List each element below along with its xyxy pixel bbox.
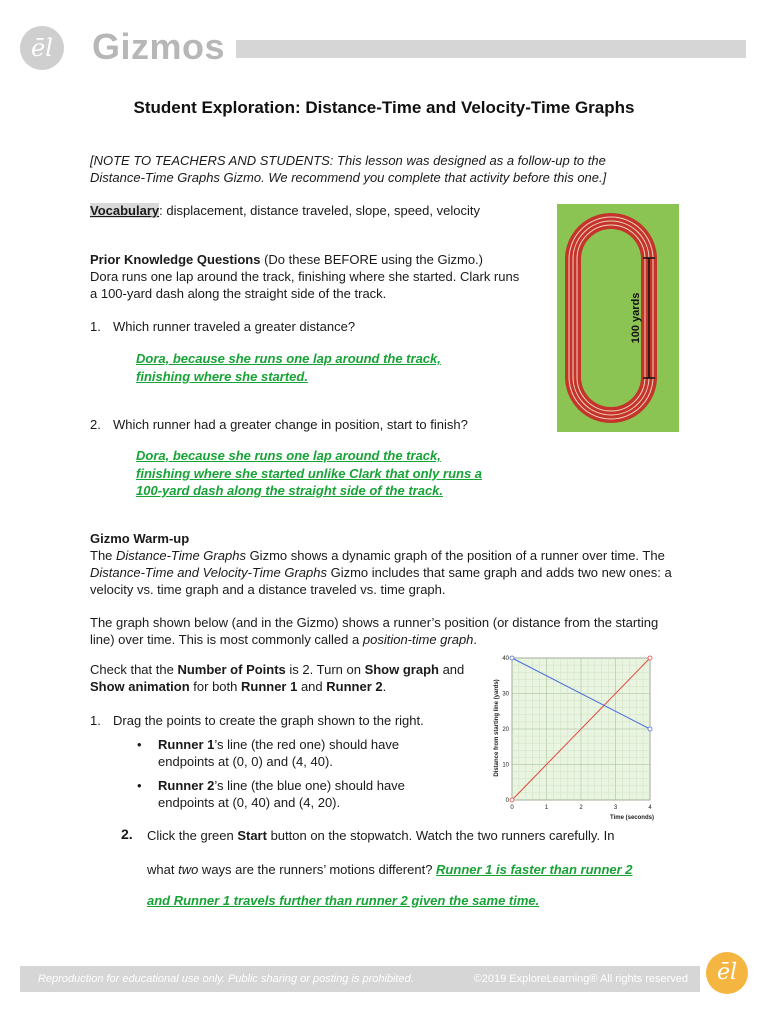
step-1: Drag the points to create the graph shown to the right. [113, 713, 424, 728]
answer-1-line-2: finishing where she started. [136, 369, 308, 384]
prior-knowledge-heading: Prior Knowledge Questions [90, 252, 261, 267]
footer-disclaimer: Reproduction for educational use only. Public sharing or posting is prohibited. [38, 973, 414, 985]
prior-knowledge-heading-note: (Do these BEFORE using the Gizmo.) [260, 252, 483, 267]
position-time-chart [486, 650, 666, 822]
prior-knowledge-intro: Dora runs one lap around the track, finishing where she started. Clark runs a 100-yard dash along the straight side of the track. [90, 269, 520, 301]
warmup-section [90, 530, 680, 648]
gizmos-logo-icon: ēl [20, 26, 64, 70]
step-1-number: 1. [90, 713, 101, 728]
chart-x-tick-label: 3 [613, 805, 618, 811]
vocabulary-terms: : displacement, distance traveled, slope, speed, velocity [159, 203, 480, 218]
chart-series-1-point [648, 656, 652, 660]
chart-series-2-point [510, 656, 514, 660]
brand-name: Gizmos [92, 26, 226, 67]
chart-y-axis-label: Distance from starting line (yards) [494, 679, 500, 777]
header-bar [236, 40, 746, 58]
bullet-runner-1: Runner 1’s line (the red one) should have endpoints at (0, 0) and (4, 40). [158, 737, 400, 769]
chart-y-tick-label: 20 [502, 727, 509, 733]
bullet-icon: • [137, 778, 142, 793]
warmup-heading: Gizmo Warm-up [90, 531, 190, 546]
footer-copyright: ©2019 ExploreLearning® All rights reserved [473, 973, 688, 985]
chart-x-axis-label: Time (seconds) [610, 815, 654, 821]
vocabulary-line [90, 202, 530, 219]
explorelearning-logo-icon: ēl [706, 952, 748, 994]
chart-x-tick-label: 0 [510, 805, 514, 811]
chart-series-2-point [648, 727, 652, 731]
question-1-number: 1. [90, 319, 101, 334]
step-2-line-2: what two ways are the runners’ motions different? Runner 1 is faster than runner 2 [147, 862, 633, 877]
step-2-line-1: Click the green Start button on the stopwatch. Watch the two runners carefully. In [147, 828, 615, 843]
answer-2-line-3: 100-yard dash along the straight side of the track. [136, 483, 444, 498]
question-2: Which runner had a greater change in position, start to finish? [113, 417, 468, 432]
teacher-note: [NOTE TO TEACHERS AND STUDENTS: This lesson was designed as a follow-up to the Distance-Time Graphs Gizmo. We recommend you complete that activity before this one.] [90, 153, 607, 185]
warmup-paragraph-1: The Distance-Time Graphs Gizmo shows a dynamic graph of the position of a runner over time. The Distance-Time and Velocity-Time Graphs Gizmo includes that same graph and adds two new ones: a velocity vs. time graph and a distance traveled vs. time graph. [90, 548, 672, 597]
question-1: Which runner traveled a greater distance? [113, 319, 356, 334]
chart-y-tick-label: 10 [502, 762, 509, 769]
chart-y-tick-label: 30 [502, 691, 509, 698]
chart-y-tick-label: 40 [502, 656, 509, 662]
chart-series-1-point [510, 798, 514, 802]
answer-3-part-1: Runner 1 is faster than runner 2 [436, 862, 633, 877]
bullet-icon: • [137, 737, 142, 752]
page-title: Student Exploration: Distance-Time and Velocity-Time Graphs [133, 98, 635, 117]
track-image [557, 204, 679, 432]
bullet-runner-2: Runner 2’s line (the blue one) should have endpoints at (0, 40) and (4, 20). [158, 778, 405, 810]
chart-x-tick-label: 2 [579, 805, 583, 811]
vocabulary-label: Vocabulary [90, 203, 160, 218]
warmup-paragraph-3: Check that the Number of Points is 2. Turn on Show graph and Show animation for both Runner 1 and Runner 2. [90, 662, 465, 694]
prior-knowledge-section [90, 251, 530, 302]
track-distance-label: 100 yards [630, 292, 642, 344]
chart-x-tick-label: 4 [648, 805, 652, 811]
step-2-number: 2. [121, 826, 133, 842]
warmup-paragraph-2: The graph shown below (and in the Gizmo) shows a runner’s position (or distance from the starting line) over time. This is most commonly called a position-time graph. [90, 615, 659, 647]
answer-3-part-2: and Runner 1 travels further than runner 2 given the same time. [147, 893, 540, 908]
footer-bar [20, 966, 700, 992]
answer-2-line-2: finishing where she started unlike Clark that only runs a [136, 466, 483, 481]
answer-2-line-1: Dora, because she runs one lap around the track, [136, 448, 441, 463]
chart-y-tick-label: 0 [505, 798, 509, 804]
chart-x-tick-label: 1 [544, 805, 549, 811]
question-2-number: 2. [90, 417, 101, 432]
answer-1-line-1: Dora, because she runs one lap around the track, [136, 351, 441, 366]
